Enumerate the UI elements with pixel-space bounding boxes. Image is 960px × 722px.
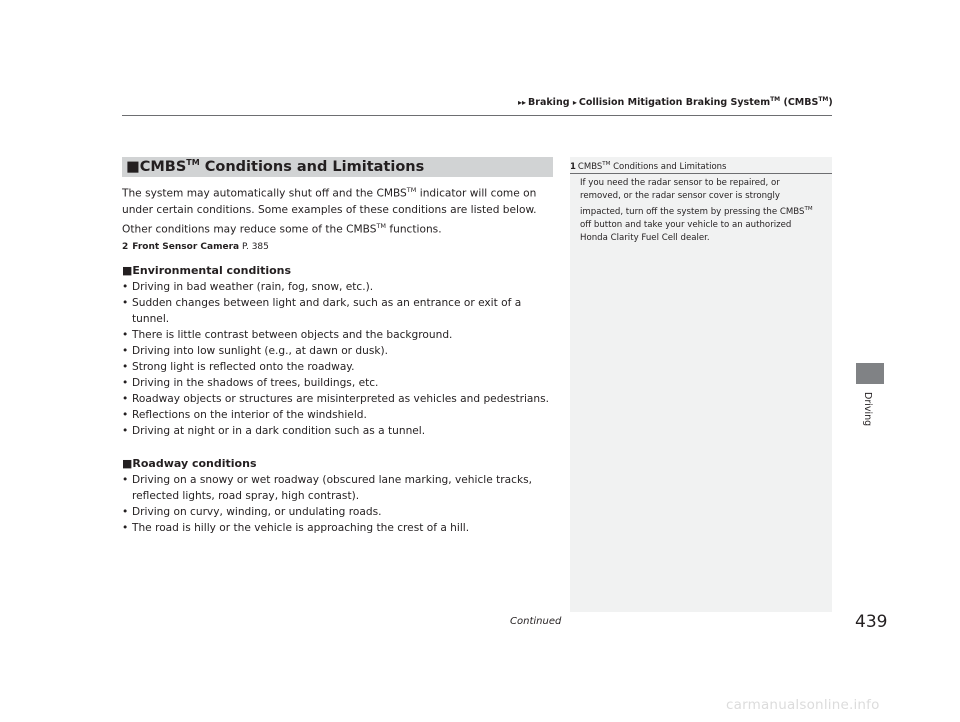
square-bullet-icon: ■ [126, 158, 140, 175]
intro-paragraph: The system may automatically shut off and the CMBS™ indicator will come on under certain conditions. Some examples of these conditions are listed below. Other conditions may reduce some of the CMBS™ functions. [122, 186, 537, 236]
chapter-tab[interactable] [856, 363, 884, 384]
list-item: • Driving in the shadows of trees, buildings, etc. [122, 375, 558, 391]
double-arrow-icon: ▸▸ [518, 98, 527, 108]
list-item: • Reflections on the interior of the windshield. [122, 407, 558, 423]
list-item: • There is little contrast between objects and the background. [122, 327, 558, 343]
list-item: • Driving on curvy, winding, or undulating roads. [122, 504, 558, 520]
breadcrumb-cmbs[interactable]: Collision Mitigation Braking System™ (CMBS™) [578, 96, 833, 109]
environmental-heading: ■Environmental conditions [122, 264, 292, 278]
page-number: 439 [855, 612, 888, 632]
list-item: • The road is hilly or the vehicle is approaching the crest of a hill. [122, 520, 558, 536]
continued-label: Continued [510, 616, 562, 627]
header-rule [122, 115, 832, 116]
sidebar-title: 1 CMBS™ Conditions and Limitations [570, 157, 832, 174]
sidebar-note [570, 157, 832, 612]
list-item: • Sudden changes between light and dark, such as an entrance or exit of a tunnel. [122, 295, 558, 327]
reference-arrow-icon: 2 [122, 242, 129, 253]
list-item: • Roadway objects or structures are misinterpreted as vehicles and pedestrians. [122, 391, 558, 407]
breadcrumb [518, 96, 833, 108]
section-header [122, 157, 553, 177]
breadcrumb-braking[interactable]: Braking [528, 97, 570, 109]
list-item: • Driving in bad weather (rain, fog, snow, etc.). [122, 279, 558, 295]
watermark: carmanualsonline.info [726, 697, 880, 713]
note-marker-icon: 1 [570, 161, 576, 172]
environmental-list [122, 279, 558, 439]
list-item: • Strong light is reflected onto the roadway. [122, 359, 558, 375]
section-title: ■CMBS™ Conditions and Limitations [126, 158, 425, 175]
roadway-heading: ■Roadway conditions [122, 457, 257, 471]
list-item: • Driving at night or in a dark condition such as a tunnel. [122, 423, 558, 439]
main-content [122, 182, 558, 536]
square-bullet-icon: ■ [122, 264, 133, 278]
roadway-list [122, 472, 558, 536]
sidebar-body: If you need the radar sensor to be repaired, or removed, or the radar sensor cover is strongly impacted, turn off the system by pressing the CMBS™ off button and take your vehicle to an authorized Honda Clarity Fuel Cell dealer. [580, 178, 813, 244]
chapter-label: Driving [862, 392, 873, 427]
arrow-icon: ▸ [572, 98, 577, 108]
cross-reference-link[interactable]: 2 Front Sensor Camera P. 385 [122, 242, 269, 253]
list-item: • Driving on a snowy or wet roadway (obscured lane marking, vehicle tracks, reflected lights, road spray, high contrast). [122, 472, 558, 504]
list-item: • Driving into low sunlight (e.g., at dawn or dusk). [122, 343, 558, 359]
square-bullet-icon: ■ [122, 457, 133, 471]
